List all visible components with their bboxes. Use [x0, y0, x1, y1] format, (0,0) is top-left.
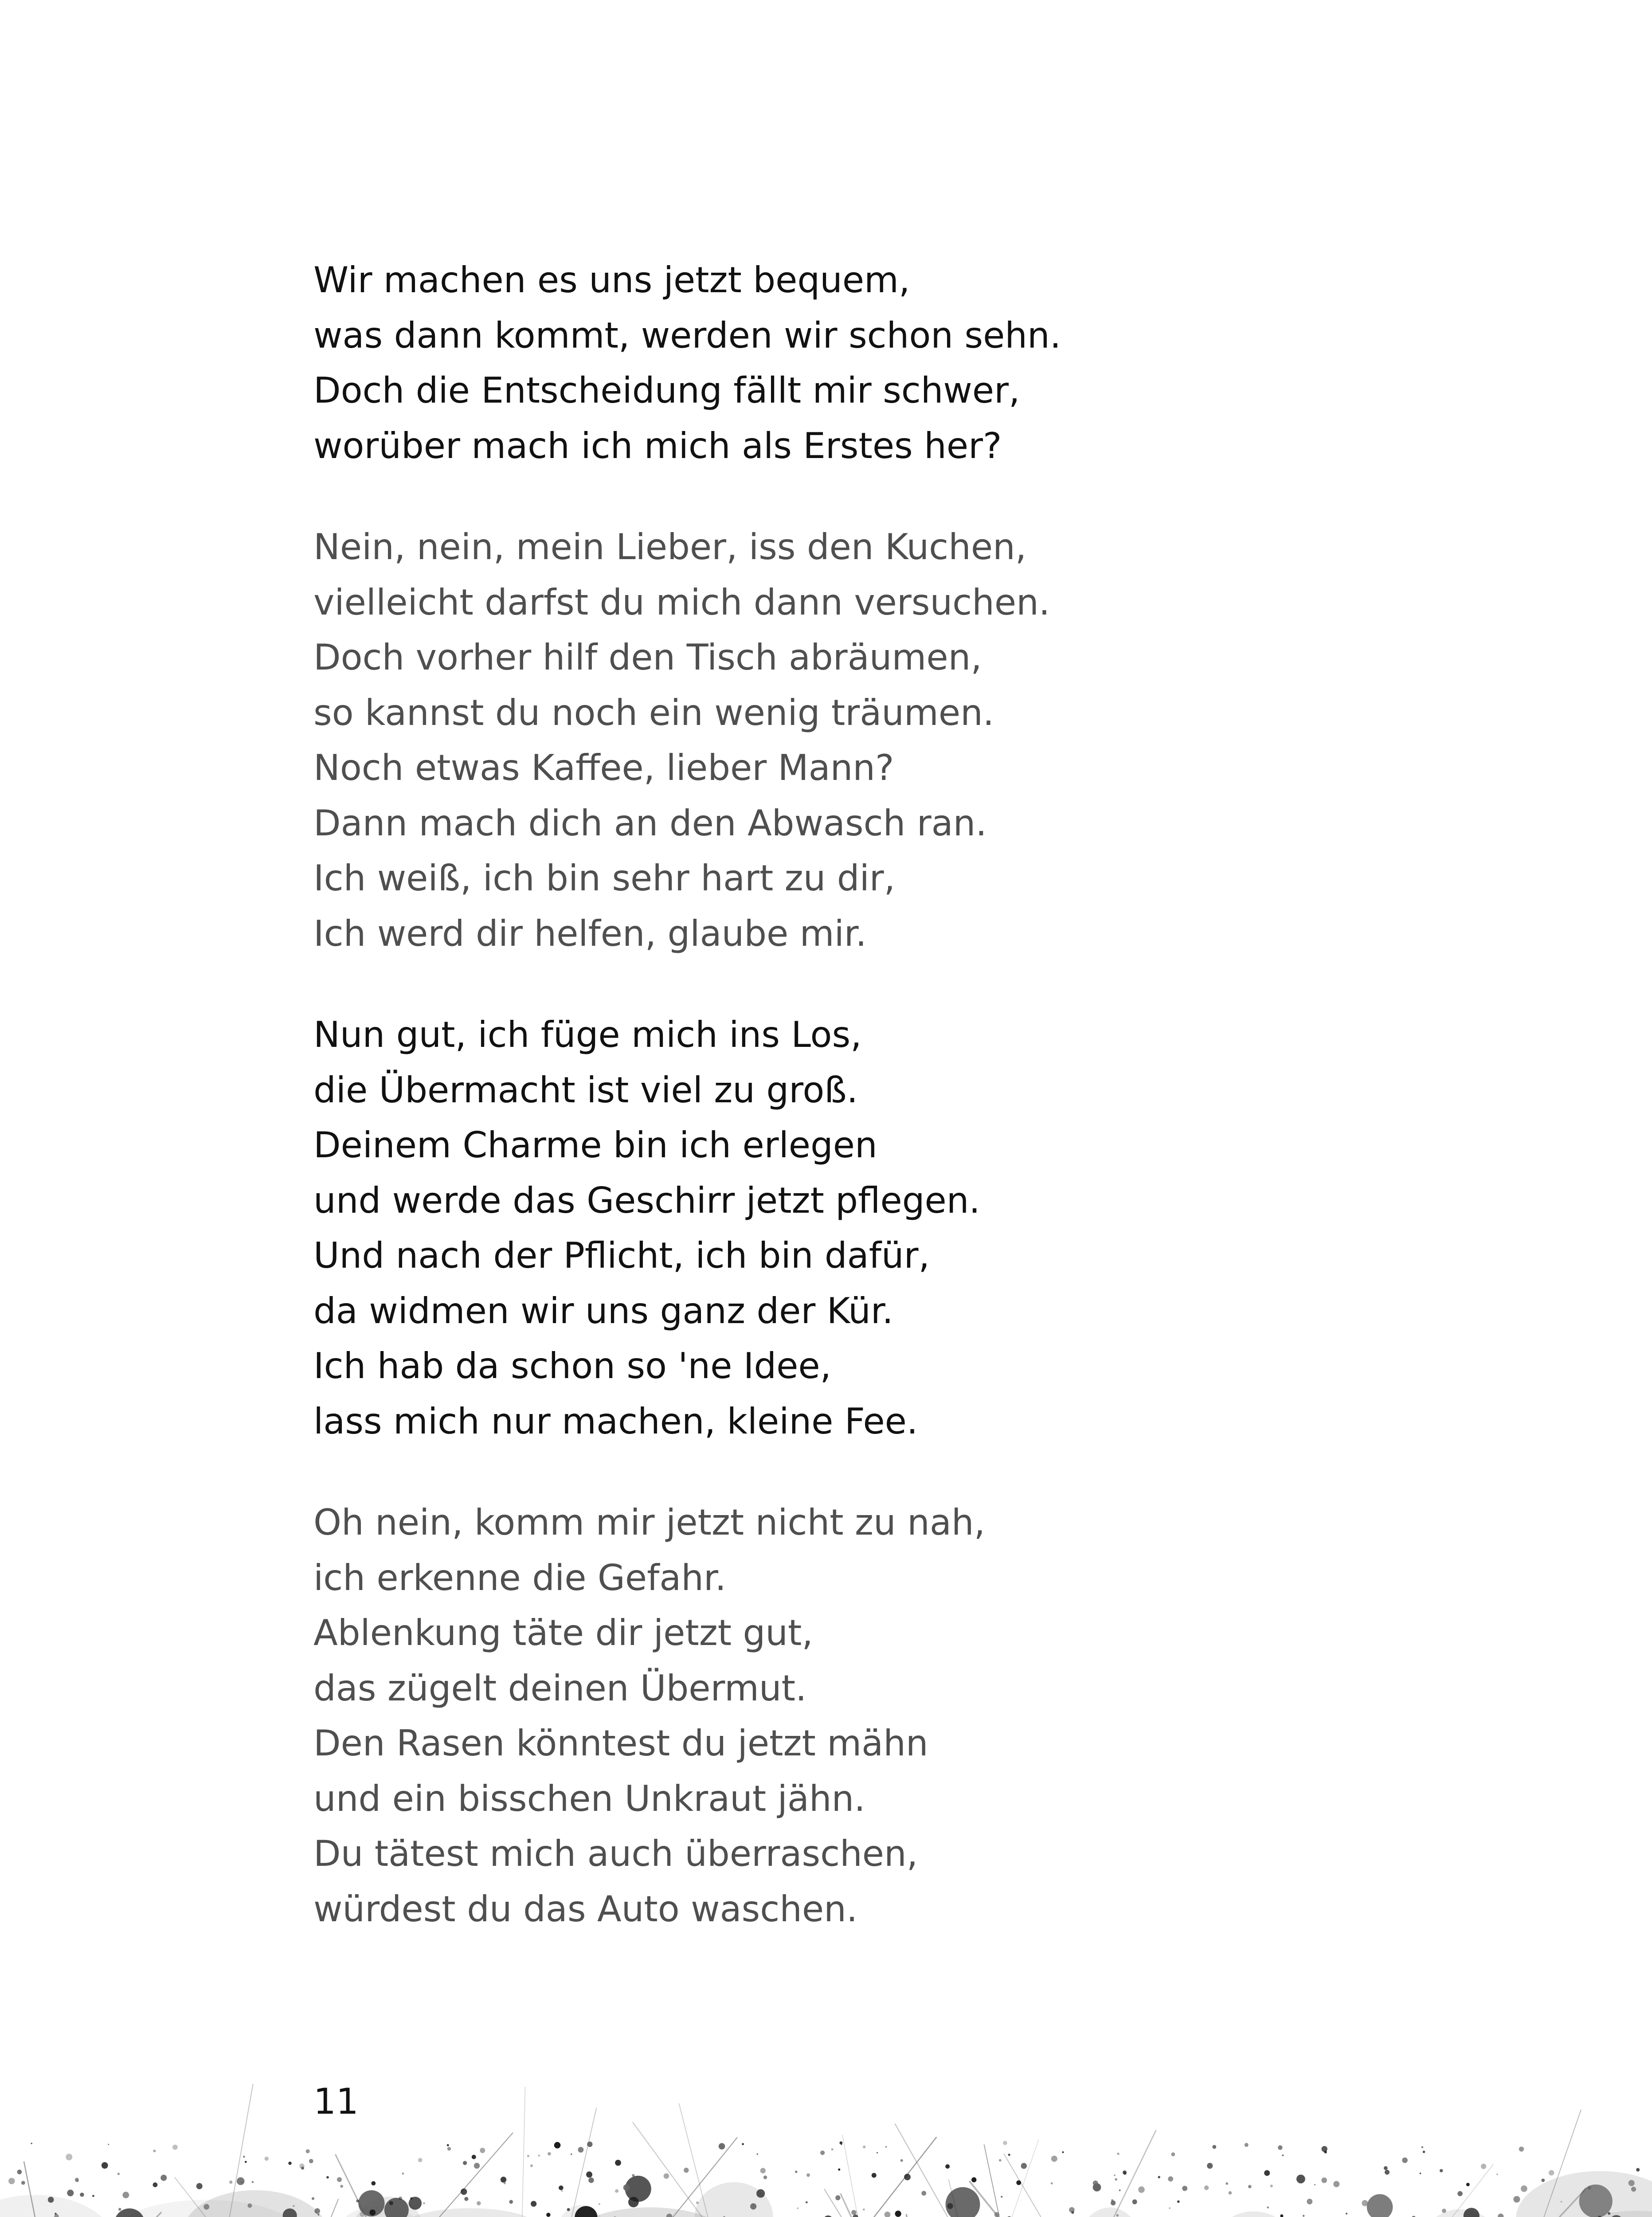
poem-line: Oh nein, komm mir jetzt nicht zu nah,	[313, 1502, 985, 1543]
poem-line: Deinem Charme bin ich erlegen	[313, 1124, 877, 1166]
poem-line: Den Rasen könntest du jetzt mähn	[313, 1723, 928, 1764]
ink-splatter-decoration	[0, 2084, 1652, 2217]
poem-line: die Übermacht ist viel zu groß.	[313, 1069, 858, 1111]
stanza-2	[313, 520, 1466, 961]
poem-line: Nun gut, ich füge mich ins Los,	[313, 1014, 862, 1055]
poem-line: vielleicht darfst du mich dann versuchen.	[313, 581, 1050, 623]
poem-line: Dann mach dich an den Abwasch ran.	[313, 802, 987, 844]
stanza-1	[313, 253, 1466, 474]
poem-line: würdest du das Auto waschen.	[313, 1888, 858, 1930]
poem-line: Ablenkung täte dir jetzt gut,	[313, 1612, 813, 1653]
poem-line: Ich hab da schon so 'ne Idee,	[313, 1345, 831, 1387]
poem	[313, 253, 1466, 1983]
poem-line: was dann kommt, werden wir schon sehn.	[313, 314, 1061, 356]
stanza-3	[313, 1007, 1466, 1449]
poem-line: so kannst du noch ein wenig träumen.	[313, 692, 994, 733]
poem-line: worüber mach ich mich als Erstes her?	[313, 425, 1002, 466]
poem-line: lass mich nur machen, kleine Fee.	[313, 1400, 918, 1442]
poem-line: da widmen wir uns ganz der Kür.	[313, 1290, 893, 1332]
page-number: 11	[313, 2081, 359, 2122]
poem-line: und werde das Geschirr jetzt pflegen.	[313, 1179, 980, 1221]
poem-line: Nein, nein, mein Lieber, iss den Kuchen,	[313, 526, 1027, 568]
poem-line: Doch die Entscheidung fällt mir schwer,	[313, 370, 1020, 411]
poem-line: Du tätest mich auch überraschen,	[313, 1833, 918, 1874]
poem-line: Wir machen es uns jetzt bequem,	[313, 259, 910, 301]
poem-line: und ein bisschen Unkraut jähn.	[313, 1778, 865, 1819]
stanza-4	[313, 1495, 1466, 1937]
poem-line: Ich werd dir helfen, glaube mir.	[313, 913, 867, 954]
poem-line: Doch vorher hilf den Tisch abräumen,	[313, 637, 982, 678]
poem-line: das zügelt deinen Übermut.	[313, 1667, 807, 1709]
poem-line: Ich weiß, ich bin sehr hart zu dir,	[313, 858, 896, 899]
poem-line: Und nach der Pflicht, ich bin dafür,	[313, 1235, 930, 1276]
poem-line: Noch etwas Kaffee, lieber Mann?	[313, 747, 894, 788]
poem-line: ich erkenne die Gefahr.	[313, 1557, 726, 1598]
